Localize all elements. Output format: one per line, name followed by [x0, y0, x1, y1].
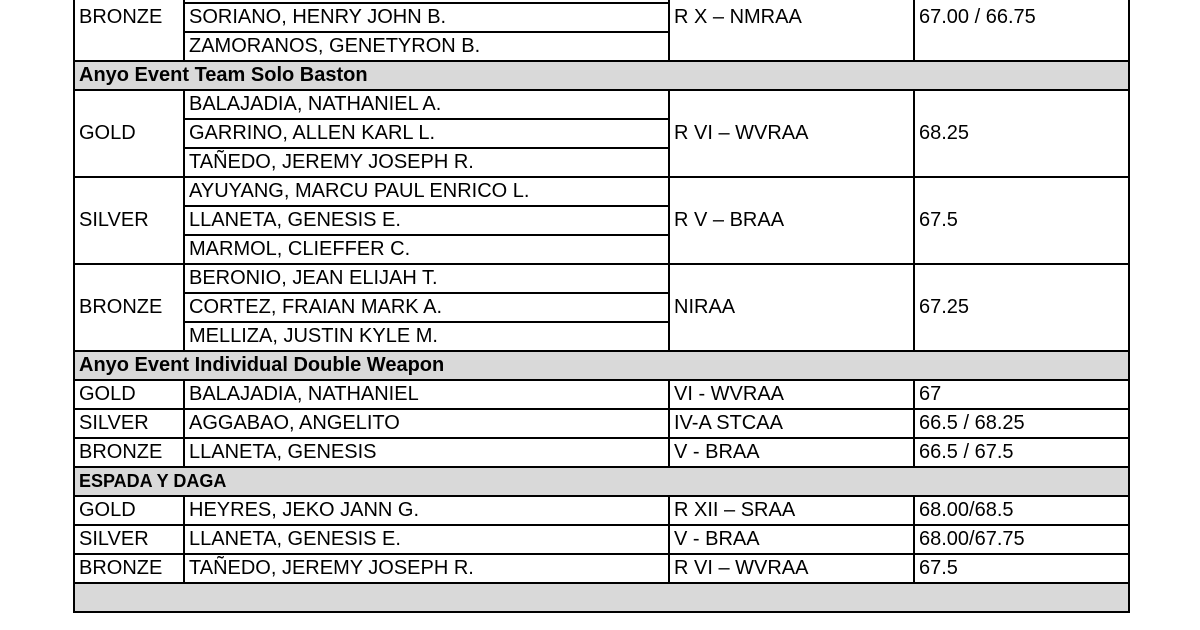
- table-row: [74, 438, 1129, 467]
- table-row: [74, 380, 1129, 409]
- member-name: MARMOL, CLIEFFER C.: [184, 235, 669, 264]
- member-name: ZAMORANOS, GENETYRON B.: [184, 32, 669, 61]
- region-cell: V - BRAA: [669, 525, 914, 554]
- section-title-cut: [74, 583, 1129, 612]
- medal-cell: SILVER: [74, 409, 184, 438]
- table-row: [74, 409, 1129, 438]
- region-cell: R X – NMRAA: [669, 0, 914, 61]
- section-header-next-cut: [74, 583, 1129, 612]
- region-cell: R VI – WVRAA: [669, 90, 914, 177]
- member-name: MELLIZA, JUSTIN KYLE M.: [184, 322, 669, 351]
- score-cell: 68.25: [914, 90, 1129, 177]
- medal-cell: GOLD: [74, 90, 184, 177]
- table-row: [74, 177, 1129, 206]
- member-name: LLANETA, GENESIS: [184, 438, 669, 467]
- member-name: CORTEZ, FRAIAN MARK A.: [184, 293, 669, 322]
- region-cell: VI - WVRAA: [669, 380, 914, 409]
- table-row: [74, 525, 1129, 554]
- section-title: Anyo Event Individual Double Weapon: [74, 351, 1129, 380]
- table-row: [74, 90, 1129, 119]
- medal-cell: BRONZE: [74, 438, 184, 467]
- medal-cell: GOLD: [74, 380, 184, 409]
- score-cell: 66.5 / 67.5: [914, 438, 1129, 467]
- member-name: LLANETA, GENESIS E.: [184, 206, 669, 235]
- member-name: HEYRES, JEKO JANN G.: [184, 496, 669, 525]
- section-title: ESPADA Y DAGA: [74, 467, 1129, 496]
- member-name: GARRINO, ALLEN KARL L.: [184, 119, 669, 148]
- score-cell: 67: [914, 380, 1129, 409]
- section-title: Anyo Event Team Solo Baston: [74, 61, 1129, 90]
- region-cell: NIRAA: [669, 264, 914, 351]
- region-cell: V - BRAA: [669, 438, 914, 467]
- medal-cell: BRONZE: [74, 554, 184, 583]
- score-cell: 67.5: [914, 554, 1129, 583]
- member-name: AGGABAO, ANGELITO: [184, 409, 669, 438]
- section-header-espada-y-daga: [74, 467, 1129, 496]
- region-cell: IV-A STCAA: [669, 409, 914, 438]
- score-cell: 68.00/68.5: [914, 496, 1129, 525]
- medal-cell: BRONZE: [74, 0, 184, 61]
- medal-cell: GOLD: [74, 496, 184, 525]
- member-name: LLANETA, GENESIS E.: [184, 525, 669, 554]
- score-cell: 67.25: [914, 264, 1129, 351]
- score-cell: 67.5: [914, 177, 1129, 264]
- score-cell: 68.00/67.75: [914, 525, 1129, 554]
- member-name: AYUYANG, MARCU PAUL ENRICO L.: [184, 177, 669, 206]
- section-header-solo-baston: [74, 61, 1129, 90]
- table-row: [74, 554, 1129, 583]
- member-name: BERONIO, JEAN ELIJAH T.: [184, 264, 669, 293]
- table-row: [74, 496, 1129, 525]
- region-cell: R V – BRAA: [669, 177, 914, 264]
- section-header-double-weapon: [74, 351, 1129, 380]
- member-name: BALAJADIA, NATHANIEL: [184, 380, 669, 409]
- medal-cell: SILVER: [74, 525, 184, 554]
- score-cell: 67.00 / 66.75: [914, 0, 1129, 61]
- region-cell: R XII – SRAA: [669, 496, 914, 525]
- member-name: TAÑEDO, JEREMY JOSEPH R.: [184, 148, 669, 177]
- medal-results-table: [73, 0, 1130, 613]
- region-cell: R VI – WVRAA: [669, 554, 914, 583]
- score-cell: 66.5 / 68.25: [914, 409, 1129, 438]
- member-name: SORIANO, HENRY JOHN B.: [184, 3, 669, 32]
- table-row: [74, 264, 1129, 293]
- member-name: BALAJADIA, NATHANIEL A.: [184, 90, 669, 119]
- member-name: TAÑEDO, JEREMY JOSEPH R.: [184, 554, 669, 583]
- medal-cell: BRONZE: [74, 264, 184, 351]
- medal-cell: SILVER: [74, 177, 184, 264]
